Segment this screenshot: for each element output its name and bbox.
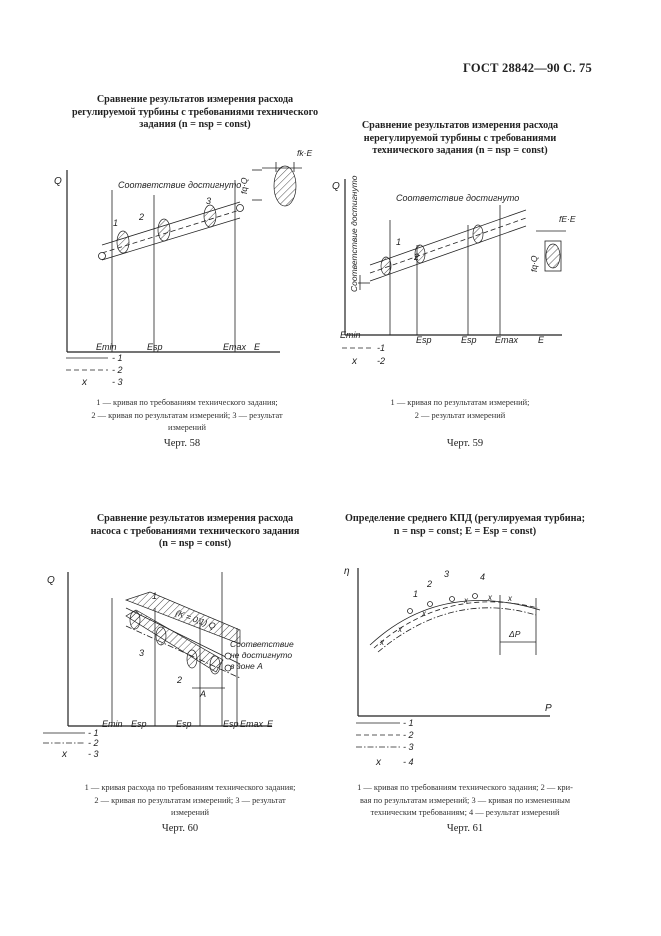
fig61-curve-label-1: 1 xyxy=(413,589,419,599)
fig59-tick-emax: Emax xyxy=(495,335,519,345)
fig58-label: Черт. 58 xyxy=(163,438,201,449)
fig58-tolerance-ellipse xyxy=(274,166,296,206)
fig59-caption xyxy=(340,397,580,422)
fig60-legend-x: x xyxy=(62,749,67,760)
fig58-tick-emin: Emin xyxy=(96,342,117,352)
fig59-annotation-side: Соответствие достигнуто xyxy=(349,175,359,292)
fig58-q-label: Q xyxy=(54,176,62,187)
svg-text:x: x xyxy=(464,596,468,605)
svg-text:x: x xyxy=(422,609,426,618)
fig59-caption-line2: 2 — результат измерений xyxy=(414,410,506,420)
fig60-curve-label-3: 3 xyxy=(139,648,145,658)
fig60-title-line1: Сравнение результатов измерения расхода xyxy=(96,513,294,524)
fig61-caption-line1: 1 — кривая по требованиям технического задания; 2 — кри- xyxy=(357,783,573,792)
fig58-caption-line2: 2 — кривая по результатам измерений; 3 — результат xyxy=(91,410,283,420)
fig61-title xyxy=(320,513,610,538)
fig58-annotation: Соответствие достигнуто xyxy=(118,180,242,190)
fig58-curve-label-3: 3 xyxy=(206,196,212,206)
svg-text:x: x xyxy=(380,638,384,647)
fig59-tick-emin: Emin xyxy=(340,330,361,340)
fig58-legend-x: x xyxy=(82,377,87,388)
fig61-legend-1: - 1 xyxy=(403,718,414,728)
fig59-tick-e: E xyxy=(538,335,545,345)
fig60-annotation-fail-2: не достигнуто xyxy=(230,650,293,660)
fig60-caption-line3: измерений xyxy=(170,808,210,817)
fig60-legend-1: - 1 xyxy=(88,728,99,738)
fig60-title-line2: насоса с требованиями технического задания xyxy=(90,525,300,537)
fig59-q-label: Q xyxy=(332,181,340,192)
fig60-tick-esp-3: Esp xyxy=(223,719,239,729)
fig60-annotation-fail-1: Соответствие xyxy=(230,639,294,649)
fig59-label: Черт. 59 xyxy=(446,438,484,449)
fig58-curve-label-2: 2 xyxy=(139,212,145,222)
fig59-tick-esp-2: Esp xyxy=(461,335,477,345)
fig58-caption-line3: измерений xyxy=(167,423,207,432)
fig61-legend-2: - 2 xyxy=(403,730,414,740)
fig59-title-line1: Сравнение результатов измерения расхода xyxy=(361,120,559,131)
fig61-p-label: P xyxy=(545,703,552,714)
svg-text:x: x xyxy=(508,594,512,603)
fig60-q-label: Q xyxy=(47,575,55,586)
fig59-tolerance-side: fq·Q xyxy=(529,255,539,272)
fig58-tick-esp: Esp xyxy=(147,342,163,352)
fig60-diagram xyxy=(40,560,330,772)
fig60-tick-esp-1: Esp xyxy=(131,719,147,729)
fig59-caption-line1: 1 — кривая по результатам измерений; xyxy=(390,398,530,407)
fig59-title-line2: нерегулируемой турбины с требованиями xyxy=(363,132,557,144)
fig59-legend-1: -1 xyxy=(377,343,386,353)
fig59-curve-label-2: 2 xyxy=(414,252,420,262)
svg-text:x: x xyxy=(488,593,492,602)
fig58-ellipse-2 xyxy=(158,219,170,241)
fig58-legend-1: - 1 xyxy=(112,353,123,363)
fig59-tick-esp-1: Esp xyxy=(416,335,432,345)
fig60-curve-label-2: 2 xyxy=(177,675,183,685)
fig60-caption-line2: 2 — кривая по результатам измерений; 3 — результат xyxy=(94,795,286,805)
fig60-tick-emax: Emax xyxy=(240,719,264,729)
fig58-caption-line1: 1 — кривая по требованиям технического задания; xyxy=(96,398,278,407)
page-header: ГОСТ 28842—90 С. 75 xyxy=(463,61,592,75)
fig58-tick-e: E xyxy=(254,342,261,352)
fig60-caption xyxy=(40,782,340,820)
fig60-annotation-k: (K = 0,1) Q xyxy=(174,607,218,632)
svg-text:x: x xyxy=(398,625,402,634)
fig58-title xyxy=(60,94,330,132)
fig59-title-line3: технического задания (n = nsp = const) xyxy=(372,145,548,156)
fig61-curve-label-3: 3 xyxy=(444,569,450,579)
fig58-ellipse-3 xyxy=(204,205,216,227)
fig61-curve-label-2: 2 xyxy=(427,579,433,589)
fig59-curve-label-1: 1 xyxy=(396,237,402,247)
fig60-legend-3: - 3 xyxy=(88,749,99,759)
fig58-curve-label-1: 1 xyxy=(113,218,119,228)
fig60-label: Черт. 60 xyxy=(161,823,199,834)
fig61-dp-label: ΔP xyxy=(509,629,521,639)
fig58-diagram xyxy=(40,140,330,390)
fig60-tick-e: E xyxy=(267,719,274,729)
fig59-legend-2: -2 xyxy=(377,356,386,366)
fig61-diagram xyxy=(340,560,585,775)
fig58-title-line3: задания (n = nsp = const) xyxy=(139,119,251,130)
fig60-zone-label: A xyxy=(200,689,207,699)
fig60-curve-label-1: 1 xyxy=(152,591,158,601)
fig59-legend-x: x xyxy=(352,356,357,367)
fig60-legend-2: - 2 xyxy=(88,738,99,748)
fig60-annotation-fail-3: в зоне A xyxy=(230,661,263,671)
fig58-tolerance-side: fq·Q xyxy=(239,177,249,194)
fig61-caption-line2: вая по результатам измерений; 3 — кривая по измененным xyxy=(359,795,571,805)
fig61-legend-x: x xyxy=(376,757,381,768)
fig61-caption xyxy=(320,782,610,820)
fig58-title-line1: Сравнение результатов измерения расхода xyxy=(96,94,294,105)
fig58-tick-emax: Emax xyxy=(223,342,247,352)
fig60-tick-esp-2: Esp xyxy=(176,719,192,729)
fig58-legend-2: - 2 xyxy=(112,365,123,375)
fig59-tolerance-top: fE·E xyxy=(559,214,576,224)
fig61-legend-3: - 3 xyxy=(403,742,414,752)
fig60-title xyxy=(60,513,330,551)
fig61-legend-4: - 4 xyxy=(403,757,414,767)
fig60-caption-line1: 1 — кривая расхода по требованиям технического задания; xyxy=(84,783,296,792)
fig58-ellipse-1 xyxy=(117,231,129,253)
fig61-label: Черт. 61 xyxy=(446,823,484,834)
fig58-tolerance-top: fk·E xyxy=(297,148,313,158)
fig60-title-line3: (n = nsp = const) xyxy=(158,538,232,549)
fig61-caption-line3: техническим требованиям; 4 — результат измерений xyxy=(370,808,560,817)
fig61-title-line2: n = nsp = const; E = Esp = const) xyxy=(393,525,537,537)
fig59-annotation: Соответствие достигнуто xyxy=(396,193,520,203)
fig59-title xyxy=(340,120,580,158)
fig58-legend-3: - 3 xyxy=(112,377,123,387)
fig58-title-line2: регулируемой турбины с требованиями технического xyxy=(71,106,319,118)
fig61-curve-label-4: 4 xyxy=(480,572,486,582)
fig61-title-line1: Определение среднего КПД (регулируемая турбина; xyxy=(344,513,585,524)
fig58-caption xyxy=(52,397,322,435)
fig60-tick-emin: Emin xyxy=(102,719,123,729)
fig59-diagram xyxy=(330,165,600,380)
fig61-eta-label: η xyxy=(344,566,350,577)
